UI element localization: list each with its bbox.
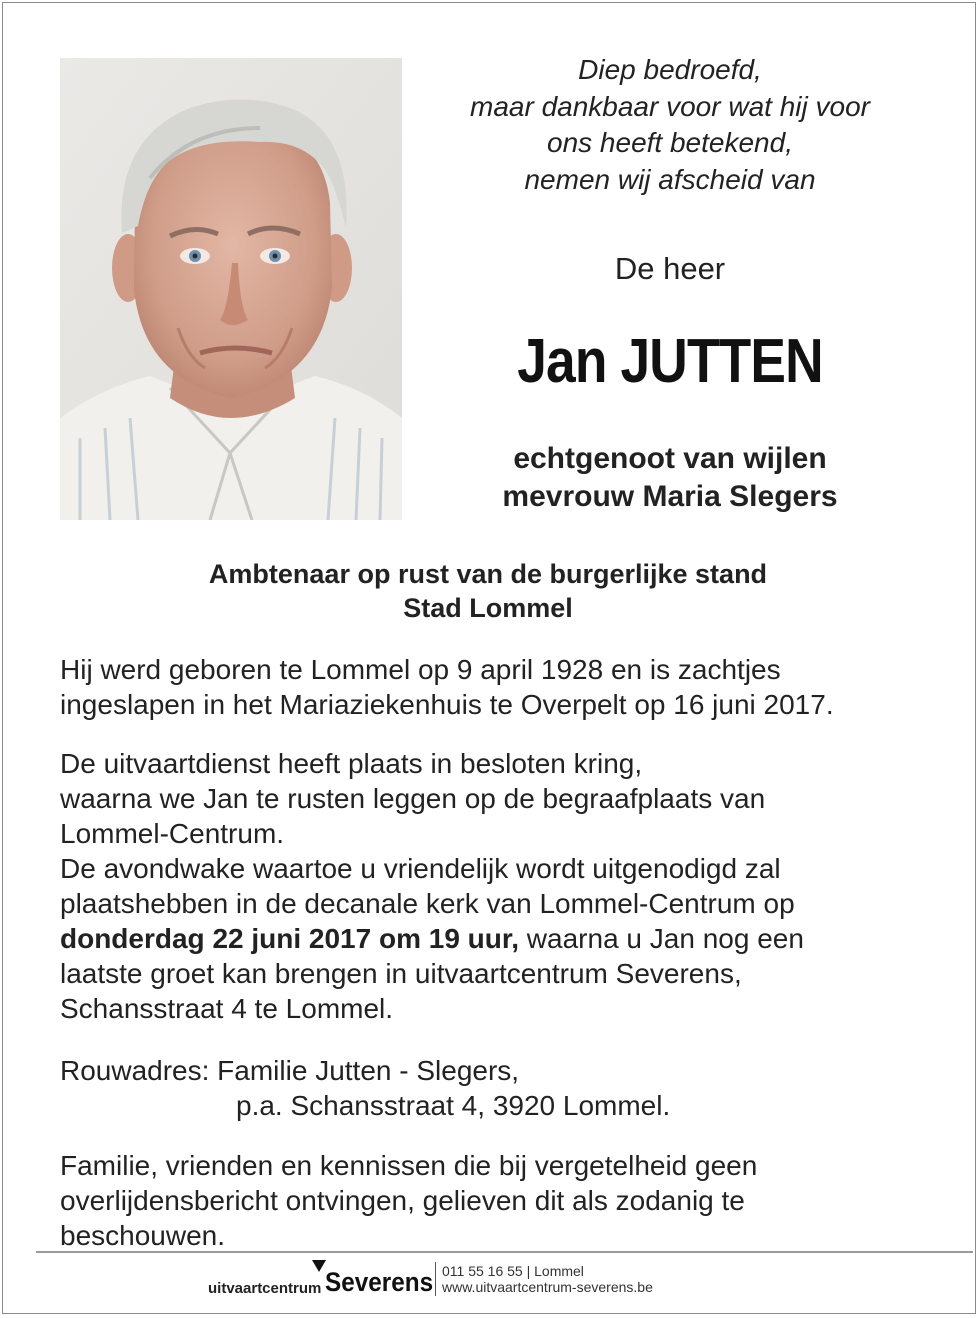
wake-date: donderdag 22 juni 2017 om 19 uur,	[60, 923, 520, 954]
footer	[208, 1260, 728, 1312]
function-line-1: Ambtenaar op rust van de burgerlijke stand	[208, 559, 768, 589]
address-line-2: p.a. Schansstraat 4, 3920 Lommel.	[236, 1090, 671, 1121]
service-paragraph	[60, 746, 940, 1026]
address-line-1: Rouwadres: Familie Jutten - Slegers,	[60, 1055, 520, 1086]
service-line: laatste groet kan brengen in uitvaartcentrum Severens,	[60, 958, 742, 989]
service-line: plaatshebben in de decanale kerk van Lommel-Centrum op	[60, 888, 795, 919]
notice-line: Familie, vrienden en kennissen die bij vergetelheid geen	[60, 1150, 758, 1181]
service-line: De avondwake waartoe u vriendelijk wordt uitgenodigd zal	[60, 853, 781, 884]
service-line: Lommel-Centrum.	[60, 818, 285, 849]
notice-paragraph	[60, 1148, 940, 1253]
portrait-illustration	[60, 58, 402, 520]
function-line-2: Stad Lommel	[403, 593, 573, 623]
service-line-rest: waarna u Jan nog een	[519, 923, 804, 954]
spouse-text	[420, 440, 920, 516]
website-link[interactable]: www.uitvaartcentrum-severens.be	[442, 1279, 653, 1295]
intro-line: nemen wij afscheid van	[524, 163, 816, 195]
intro-line: Diep bedroefd,	[578, 54, 762, 85]
phone-line: 011 55 16 55 | Lommel	[442, 1263, 584, 1279]
intro-line: ons heeft betekend,	[547, 127, 793, 158]
footer-divider	[36, 1251, 973, 1253]
salutation: De heer	[614, 251, 726, 286]
birth-line: Hij werd geboren te Lommel op 9 april 1928 en is zachtjes	[60, 654, 781, 685]
birth-paragraph	[60, 652, 940, 722]
service-line: waarna we Jan te rusten leggen op de begraafplaats van	[60, 783, 766, 814]
service-line: Schansstraat 4 te Lommel.	[60, 993, 394, 1024]
triangle-logo-icon	[312, 1260, 326, 1272]
spouse-line-2: mevrouw Maria Slegers	[502, 480, 838, 513]
birth-line: ingeslapen in het Mariaziekenhuis te Overpelt op 16 juni 2017.	[60, 689, 834, 720]
notice-line: overlijdensbericht ontvingen, gelieven dit als zodanig te	[60, 1185, 745, 1216]
address-paragraph	[60, 1053, 940, 1123]
portrait-photo	[60, 58, 402, 520]
deceased-name: Jan JUTTEN	[517, 327, 823, 396]
notice-line: beschouwen.	[60, 1220, 226, 1251]
service-line-date	[60, 921, 940, 956]
spouse-line-1: echtgenoot van wijlen	[513, 442, 827, 475]
service-line: De uitvaartdienst heeft plaats in besloten kring,	[60, 748, 643, 779]
intro-text	[420, 52, 920, 198]
brand-large: Severens	[325, 1267, 434, 1297]
function-text	[60, 557, 916, 625]
brand-small: uitvaartcentrum	[208, 1280, 322, 1297]
footer-separator	[435, 1262, 436, 1296]
intro-line: maar dankbaar voor wat hij voor	[470, 90, 870, 122]
contact-info	[442, 1263, 653, 1295]
